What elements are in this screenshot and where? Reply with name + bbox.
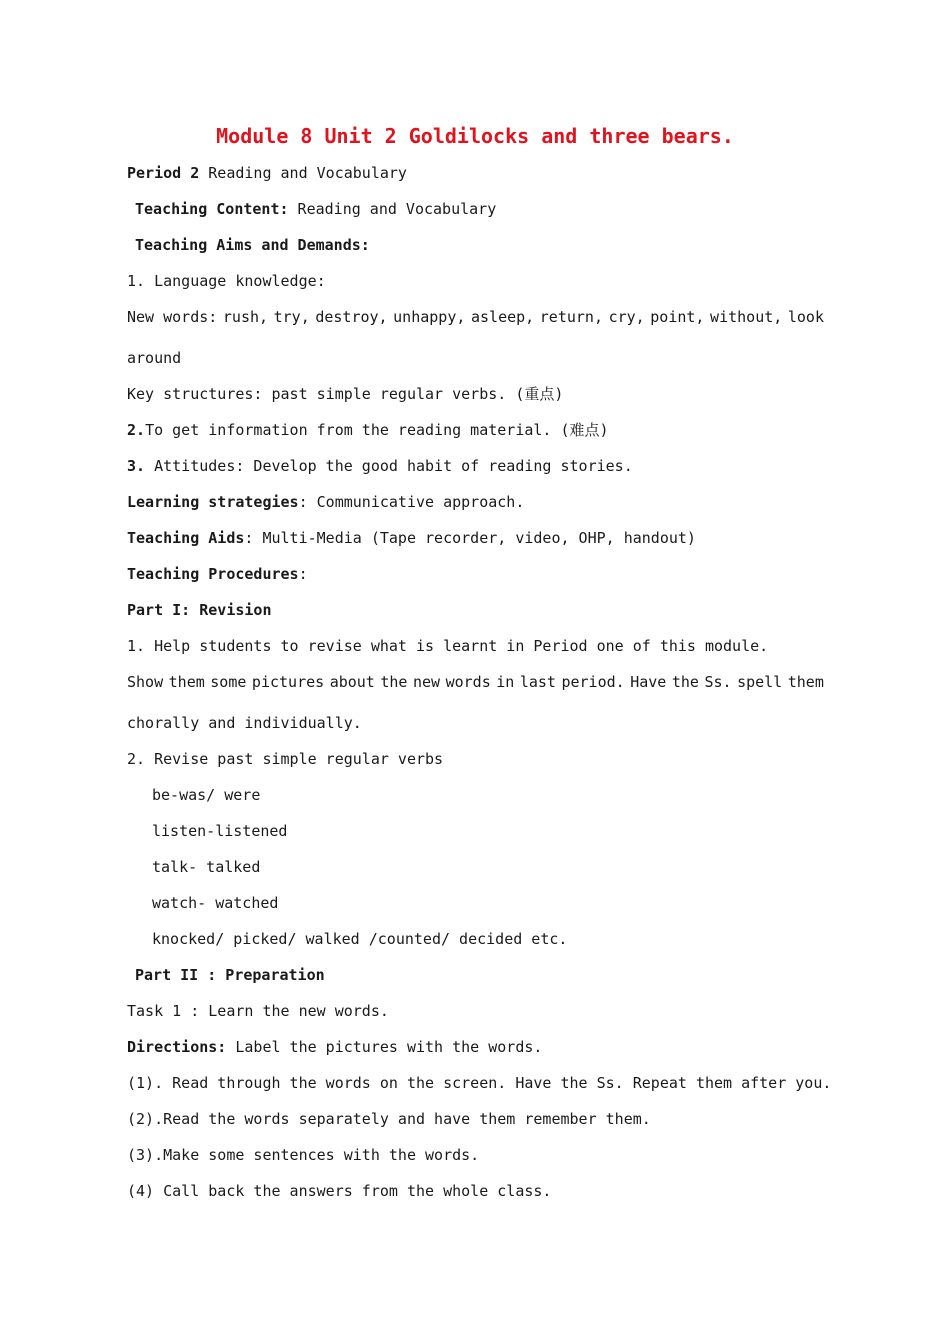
show-word: about (329, 673, 375, 691)
part-1-heading: Part I: Revision (127, 601, 272, 619)
period-line (127, 163, 407, 183)
show-word: the (671, 673, 699, 691)
new-words-word: point, (650, 308, 705, 326)
new-words-word: without, (710, 308, 783, 326)
teaching-procedures-label: Teaching Procedures (127, 565, 299, 583)
show-pictures-continuation: chorally and individually. (127, 714, 362, 732)
new-words-word: look (787, 308, 824, 326)
new-words-word: cry, (608, 308, 645, 326)
period-text: Reading and Vocabulary (199, 164, 407, 182)
key-structures-line: Key structures: past simple regular verbs. (重点) (127, 385, 564, 403)
show-word: spell (737, 673, 783, 691)
learning-strategies-label: Learning strategies (127, 493, 299, 511)
directions-text: Label the pictures with the words. (226, 1038, 543, 1056)
directions-label: Directions: (127, 1038, 227, 1056)
teaching-content-label: Teaching Content: (135, 200, 289, 218)
learning-strategies-line (127, 492, 524, 512)
teaching-aims-heading: Teaching Aims and Demands: (135, 236, 370, 254)
item-3-number: 3. (127, 457, 146, 475)
part-1-item-2: 2. Revise past simple regular verbs (127, 750, 444, 768)
show-word: new (412, 673, 441, 691)
show-pictures-line (127, 672, 824, 692)
show-word: the (380, 673, 408, 691)
teaching-procedures-line (127, 564, 308, 584)
new-words-line (127, 307, 824, 327)
period-label: Period 2 (127, 164, 200, 182)
show-word: Show (127, 673, 164, 691)
verb-list-item: be-was/ were (152, 786, 261, 804)
teaching-aids-label: Teaching Aids (127, 529, 245, 547)
show-word: period. (561, 673, 625, 691)
show-word: them (787, 673, 824, 691)
new-words-word: New words: (127, 308, 218, 326)
item-2-text: To get information from the reading material. (难点) (145, 421, 609, 439)
learning-strategies-text: : Communicative approach. (298, 493, 525, 511)
item-2-number: 2. (127, 421, 146, 439)
show-word: Ss. (704, 673, 732, 691)
teaching-aids-text: : Multi-Media (Tape recorder, video, OHP, handout) (244, 529, 696, 547)
teaching-content-text: Reading and Vocabulary (288, 200, 497, 218)
item-3-text: Attitudes: Develop the good habit of reading stories. (145, 457, 633, 475)
verb-list-item: watch- watched (152, 894, 279, 912)
show-word: in (496, 673, 515, 691)
show-word: some (210, 673, 247, 691)
teaching-procedures-colon: : (298, 565, 308, 583)
item-2-line (127, 420, 609, 440)
part-1-item-1: 1. Help students to revise what is learnt in Period one of this module. (127, 637, 769, 655)
show-word: them (168, 673, 205, 691)
task-1-line: Task 1 : Learn the new words. (127, 1002, 389, 1020)
new-words-word: destroy, (315, 308, 388, 326)
step-item: (4) Call back the answers from the whole class. (127, 1182, 552, 1200)
show-word: Have (630, 673, 667, 691)
teaching-content-line (135, 199, 496, 219)
new-words-word: rush, (222, 308, 269, 326)
new-words-continuation: around (127, 349, 182, 367)
show-word: pictures (251, 673, 325, 691)
step-item: (1). Read through the words on the screen. Have the Ss. Repeat them after you. (127, 1074, 832, 1092)
directions-line (127, 1037, 542, 1057)
document-title: Module 8 Unit 2 Goldilocks and three bears. (216, 124, 734, 148)
verb-list-item: knocked/ picked/ walked /counted/ decided etc. (152, 930, 568, 948)
item-3-line (127, 456, 633, 476)
new-words-word: unhappy, (393, 308, 466, 326)
part-2-heading: Part II : Preparation (135, 966, 325, 984)
language-knowledge-line: 1. Language knowledge: (127, 272, 326, 290)
verb-list-item: listen-listened (152, 822, 288, 840)
new-words-word: asleep, (470, 308, 535, 326)
step-item: (2).Read the words separately and have them remember them. (127, 1110, 651, 1128)
new-words-word: try, (273, 308, 310, 326)
new-words-word: return, (539, 308, 603, 326)
step-item: (3).Make some sentences with the words. (127, 1146, 480, 1164)
show-word: words (445, 673, 491, 691)
verb-list-item: talk- talked (152, 858, 261, 876)
show-word: last (519, 673, 556, 691)
teaching-aids-line (127, 528, 696, 548)
